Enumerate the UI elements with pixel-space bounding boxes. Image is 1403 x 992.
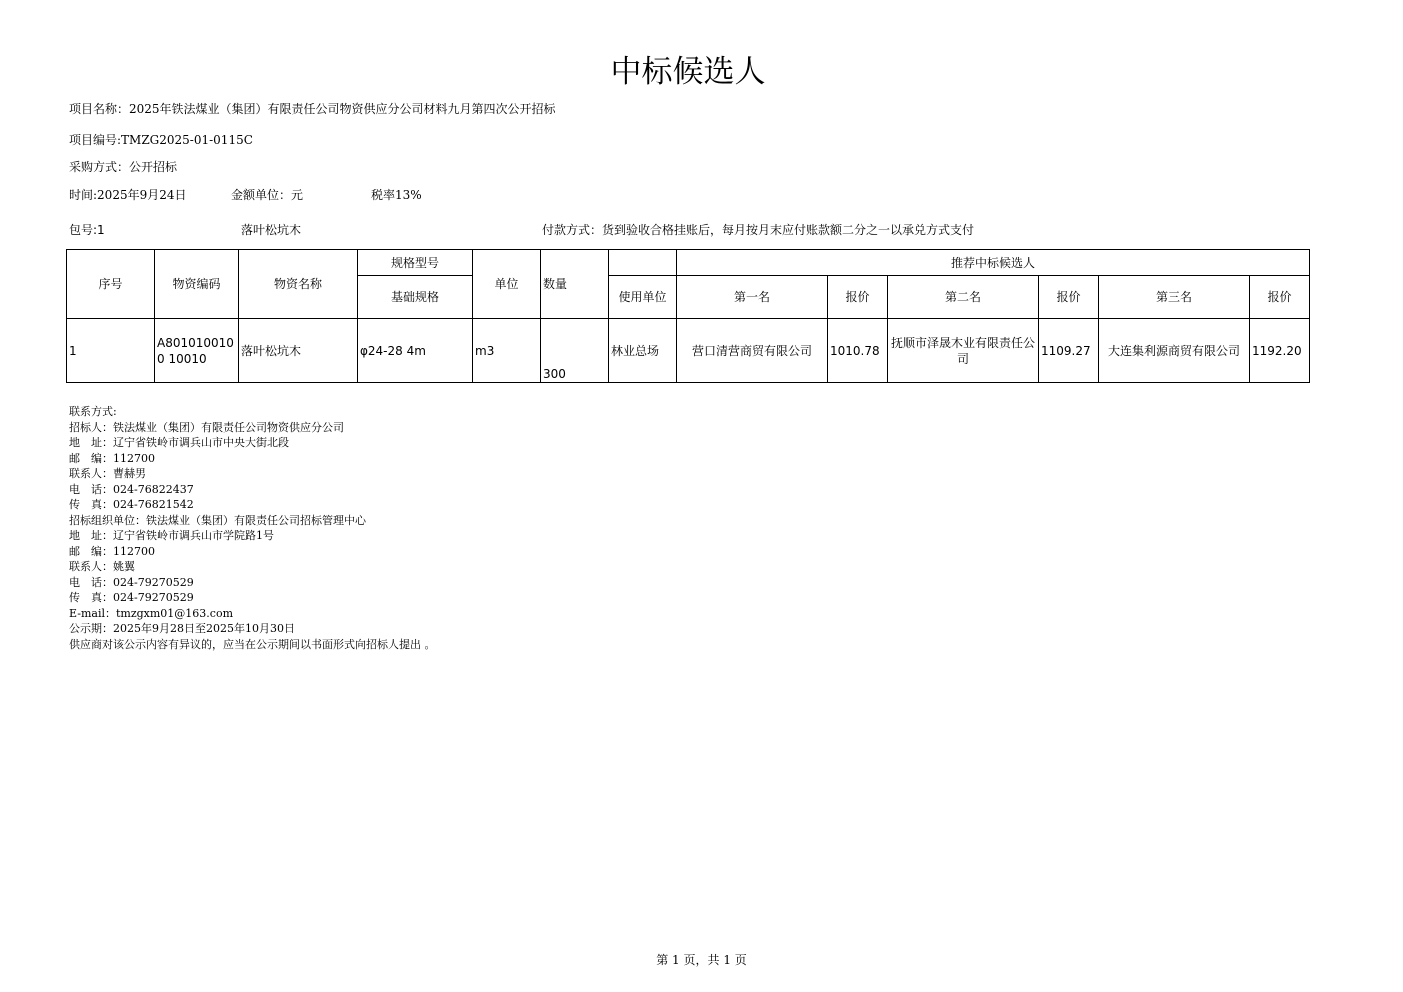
cell-unit: m3 — [473, 319, 541, 383]
header-price1: 报价 — [828, 276, 888, 319]
contact-email: E-mail：tmzgxm01@163.com — [69, 606, 234, 620]
contact-line: 联系人：姚翼 — [69, 560, 135, 573]
candidate-table — [66, 249, 1310, 383]
cell-name: 落叶松坑木 — [239, 319, 358, 383]
cell-qty: 300 — [541, 319, 609, 383]
page-title: 中标候选人 — [610, 54, 766, 90]
cell-third: 大连集利源商贸有限公司 — [1099, 319, 1250, 383]
header-name: 物资名称 — [239, 250, 358, 319]
contact-block — [69, 404, 436, 652]
contact-line: 地 址：辽宁省铁岭市调兵山市学院路1号 — [69, 529, 274, 542]
header-user-blank — [609, 250, 677, 276]
project-number: 项目编号:TMZG2025-01-0115C — [69, 133, 253, 147]
cell-second: 抚顺市泽晟木业有限责任公司 — [888, 319, 1039, 383]
cell-price3: 1192.20 — [1250, 319, 1310, 383]
procurement-method: 采购方式：公开招标 — [69, 160, 178, 174]
contact-line: 招标组织单位：铁法煤业（集团）有限责任公司招标管理中心 — [69, 513, 366, 527]
header-code: 物资编码 — [155, 250, 239, 319]
currency-unit: 金额单位：元 — [231, 188, 304, 202]
cell-first: 营口清营商贸有限公司 — [677, 319, 828, 383]
header-qty: 数量 — [541, 250, 609, 319]
header-first: 第一名 — [677, 276, 828, 319]
header-price3: 报价 — [1250, 276, 1310, 319]
notice-date: 时间:2025年9月24日 — [69, 188, 187, 202]
header-recommend: 推荐中标候选人 — [677, 250, 1310, 276]
header-seq: 序号 — [67, 250, 155, 319]
tax-rate: 税率13% — [371, 188, 422, 202]
contact-heading: 联系方式: — [69, 405, 117, 418]
contact-line: 招标人：铁法煤业（集团）有限责任公司物资供应分公司 — [69, 420, 344, 434]
contact-line: 电 话：024-76822437 — [69, 482, 194, 496]
contact-line: 传 真：024-79270529 — [69, 591, 194, 604]
package-name: 落叶松坑木 — [241, 223, 302, 237]
cell-user: 林业总场 — [609, 319, 677, 383]
table-row — [67, 319, 1310, 383]
contact-line: 邮 编：112700 — [69, 451, 155, 465]
contact-line: 公示期：2025年9月28日至2025年10月30日 — [69, 622, 295, 635]
cell-seq: 1 — [67, 319, 155, 383]
header-third: 第三名 — [1099, 276, 1250, 319]
header-user: 使用单位 — [609, 276, 677, 319]
header-spec: 规格型号 — [358, 250, 473, 276]
cell-code: A8010100100 10010 — [155, 319, 239, 383]
header-price2: 报价 — [1039, 276, 1099, 319]
package-number: 包号:1 — [69, 223, 105, 237]
cell-price2: 1109.27 — [1039, 319, 1099, 383]
cell-price1: 1010.78 — [828, 319, 888, 383]
header-unit: 单位 — [473, 250, 541, 319]
cell-spec: φ24-28 4m — [358, 319, 473, 383]
project-name: 项目名称：2025年铁法煤业（集团）有限责任公司物资供应分公司材料九月第四次公开招标 — [69, 102, 556, 116]
contact-line: 邮 编：112700 — [69, 544, 155, 558]
contact-line: 传 真：024-76821542 — [69, 498, 194, 511]
contact-line: 电 话：024-79270529 — [69, 575, 194, 589]
contact-line: 联系人：曹赫男 — [69, 467, 146, 480]
page-footer: 第 1 页，共 1 页 — [656, 953, 747, 967]
contact-line: 地 址：辽宁省铁岭市调兵山市中央大街北段 — [69, 436, 289, 449]
header-second: 第二名 — [888, 276, 1039, 319]
payment-terms: 付款方式：货到验收合格挂账后，每月按月末应付账款额二分之一以承兑方式支付 — [542, 223, 975, 237]
header-base-spec: 基础规格 — [358, 276, 473, 319]
contact-line: 供应商对该公示内容有异议的，应当在公示期间以书面形式向招标人提出 。 — [69, 637, 436, 651]
